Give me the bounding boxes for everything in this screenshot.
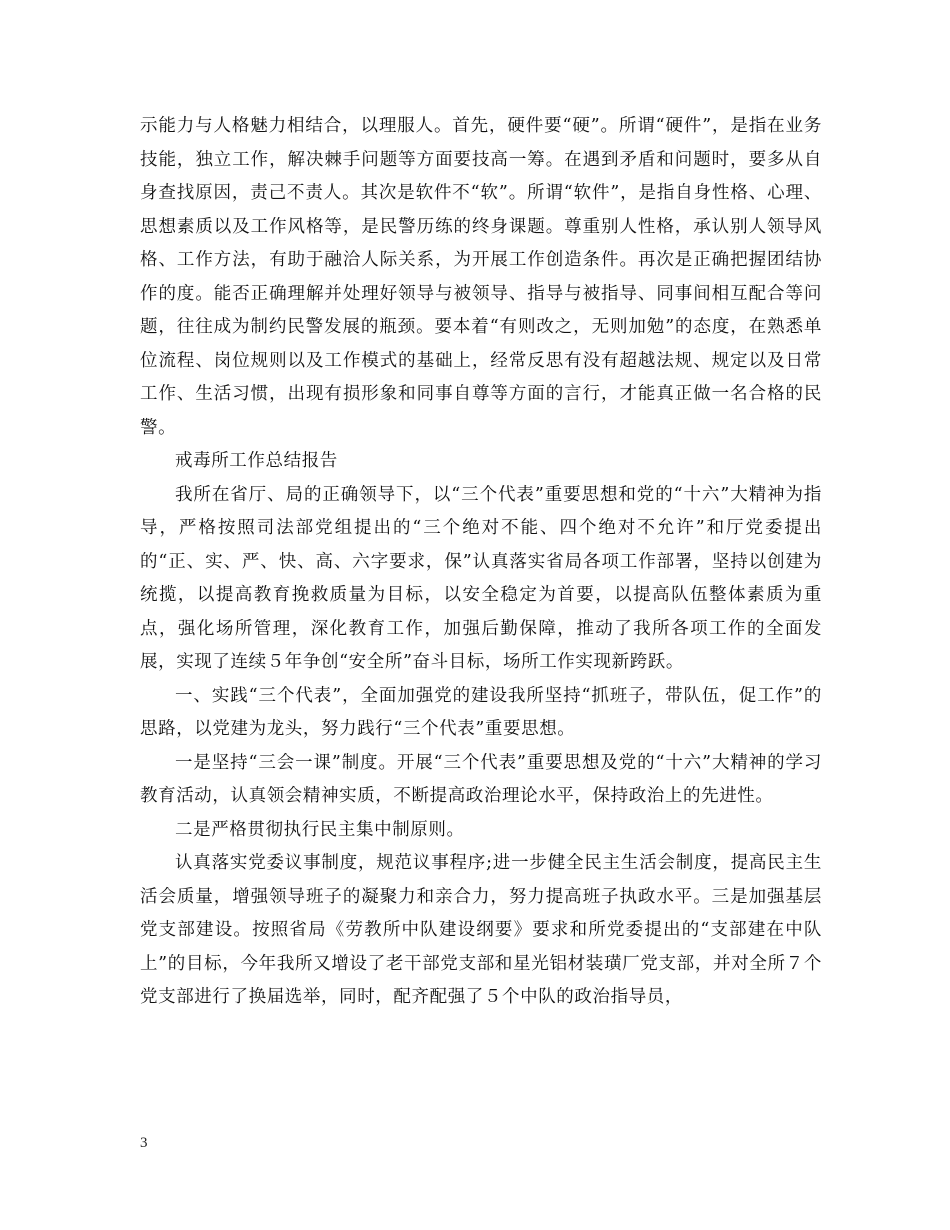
- paragraph-party-system: 认真落实党委议事制度，规范议事程序;进一步健全民主生活会制度，提高民主生活会质量，增强领导班子的凝聚力和亲合力，努力提高班子执政水平。三是加强基层党支部建设。按照省局《劳教所中队建设纲要》要求和所党委提出的“支部建在中队上”的目标，今年我所又增设了老干部党支部和星光铝材装璜厂党支部，并对全所７个党支部进行了换届选举，同时，配齐配强了５个中队的政治指导员，: [140, 853, 822, 1007]
- paragraph-point-two: 二是严格贯彻执行民主集中制原则。: [175, 819, 465, 840]
- page-number: 3: [140, 1135, 148, 1151]
- paragraph-intro: 我所在省厅、局的正确领导下，以“三个代表”重要思想和党的“十六”大精神为指导，严格按照司法部党组提出的“三个绝对不能、四个绝对不允许”和厅党委提出的“正、实、严、快、高、六字要求，保”认真落实省局各项工作部署，坚持以创建为统揽，以提高教育挽救质量为目标，以安全稳定为首要，以提高队伍整体素质为重点，强化场所管理，深化教育工作，加强后勤保障，推动了我所各项工作的全面发展，实现了连续５年争创“安全所”奋斗目标，场所工作实现新跨跃。: [140, 484, 822, 672]
- paragraph-section-one: 一、实践“三个代表”，全面加强党的建设我所坚持“抓班子，带队伍，促工作”的思路，以党建为龙头，努力践行“三个代表”重要思想。: [140, 685, 822, 739]
- document-body: [140, 110, 822, 1015]
- section-heading: 戒毒所工作总结报告: [175, 451, 338, 471]
- paragraph-continuation: 示能力与人格魅力相结合，以理服人。首先，硬件要“硬”。所谓“硬件”，是指在业务技能，独立工作，解决棘手问题等方面要技高一筹。在遇到矛盾和问题时，要多从自身查找原因，责己不责人。其次是软件不“软”。所谓“软件”，是指自身性格、心理、思想素质以及工作风格等，是民警历练的终身课题。尊重别人性格，承认别人领导风格、工作方法，有助于融洽人际关系，为开展工作创造条件。再次是正确把握团结协作的度。能否正确理解并处理好领导与被领导、指导与被指导、同事间相互配合等问题，往往成为制约民警发展的瓶颈。要本着“有则改之，无则加勉”的态度，在熟悉单位流程、岗位规则以及工作模式的基础上，经常反思有没有超越法规、规定以及日常工作、生活习惯，出现有损形象和同事自尊等方面的言行，才能真正做一名合格的民警。: [140, 116, 822, 438]
- paragraph-point-one: 一是坚持“三会一课”制度。开展“三个代表”重要思想及党的“十六”大精神的学习教育活动，认真领会精神实质，不断提高政治理论水平，保持政治上的先进性。: [140, 752, 822, 806]
